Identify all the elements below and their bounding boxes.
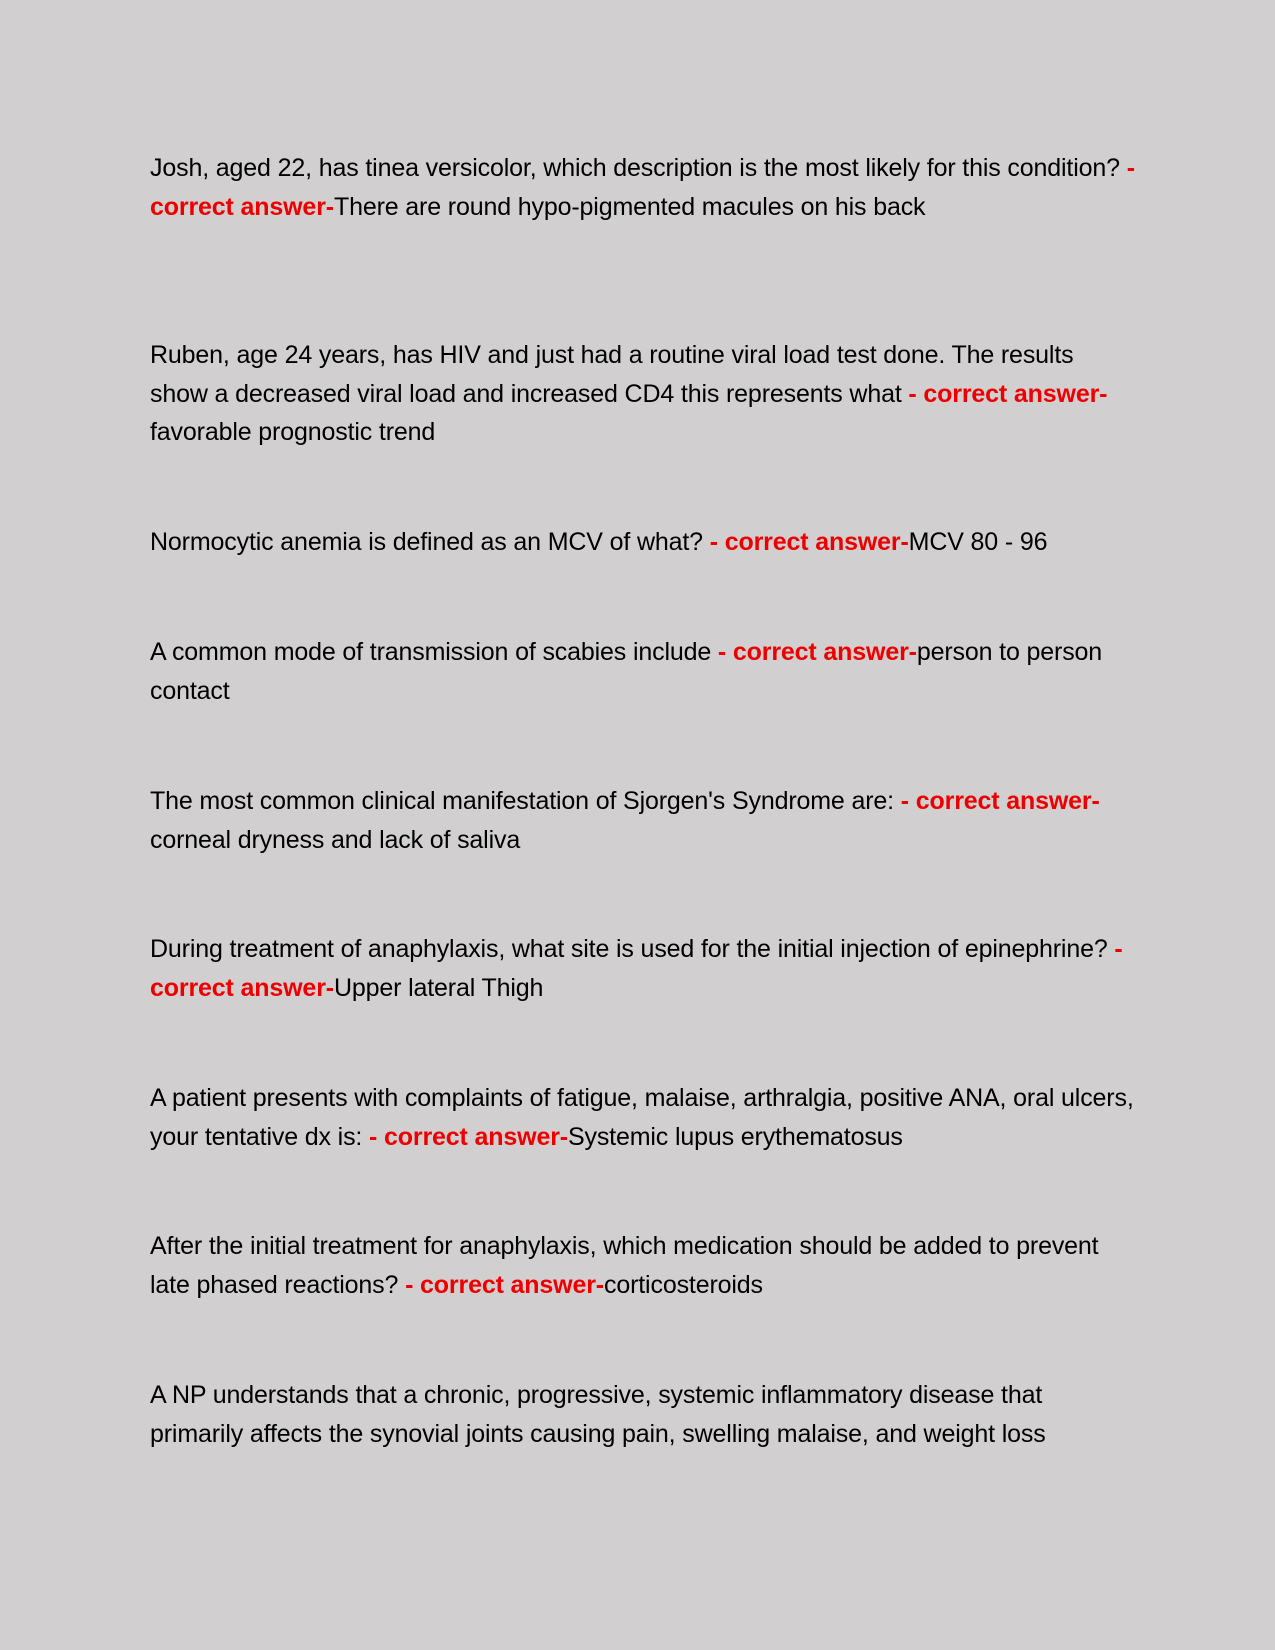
answer-text: favorable prognostic trend [150,418,436,446]
correct-answer-marker: - correct answer- [150,935,1123,1002]
correct-answer-marker: - correct answer- [900,787,1100,815]
question-text: The most common clinical manifestation of Sjorgen's Syndrome are: [150,787,901,815]
qa-item [150,1376,1135,1453]
correct-answer-marker: - correct answer- [369,1122,568,1151]
qa-item [150,782,1135,859]
qa-item [150,1079,1135,1156]
question-text: Ruben, age 24 years, has HIV and just had a routine viral load test done. The results show a decreased viral load and increased CD4 this represents what [150,341,1074,408]
answer-text: corticosteroids [603,1270,763,1299]
question-text: A common mode of transmission of scabies include [150,638,718,666]
qa-item [150,633,1135,710]
qa-item [150,336,1135,452]
question-text: During treatment of anaphylaxis, what site is used for the initial injection of epinephrine? [150,935,1115,963]
question-text: Normocytic anemia is defined as an MCV of what? [150,528,710,556]
question-text: After the initial treatment for anaphylaxis, which medication should be added to prevent late phased reactions? [150,1232,1099,1299]
answer-text: Upper lateral Thigh [333,973,544,1002]
answer-text: MCV 80 - 96 [908,528,1048,556]
correct-answer-marker: - correct answer- [405,1270,604,1299]
answer-text: corneal dryness and lack of saliva [150,825,521,854]
correct-answer-marker: - correct answer- [150,154,1135,221]
question-text: A patient presents with complaints of fatigue, malaise, arthralgia, positive ANA, oral ulcers, your tentative dx is: [150,1084,1134,1151]
question-text: A NP understands that a chronic, progressive, systemic inflammatory disease that primarily affects the synovial joints causing pain, swelling malaise, and weight loss [150,1381,1046,1448]
answer-text: There are round hypo-pigmented macules on his back [333,192,926,221]
qa-item [150,149,1135,226]
qa-item [150,930,1135,1007]
correct-answer-marker: - correct answer- [717,638,917,666]
answer-text: person to person contact [150,638,1103,705]
question-text: Josh, aged 22, has tinea versicolor, which description is the most likely for this condition? [150,154,1127,182]
qa-item [150,1227,1135,1304]
qa-item [150,523,1135,562]
correct-answer-marker: - correct answer- [709,528,909,556]
correct-answer-marker: - correct answer- [908,379,1108,408]
answer-text: Systemic lupus erythematosus [567,1122,903,1151]
